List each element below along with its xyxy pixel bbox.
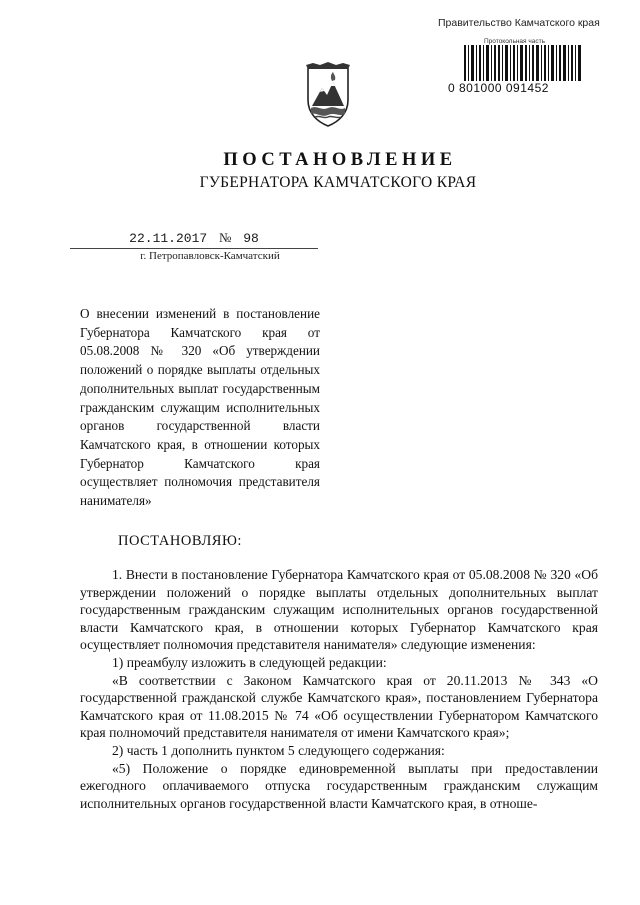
body-paragraph-1: 1. Внести в постановление Губернатора Камчатского края от 05.08.2008 № 320 «Об утверждении положений о порядке выплаты отдельных дополнительных выплат государственным гражданским служащим исполнительных органов государственной власти Камчатского края, в отношении которых Губернатор Камчатского края осуществляет полномочия представителя нанимателя» следующие изменения: (80, 567, 598, 653)
body-paragraph-5: «5) Положение о порядке единовременной выплаты при предоставлении ежегодного оплачиваемого отпуска государственным гражданским служащим исполнительных органов государственной власти Камчатского края, в отноше- (80, 760, 598, 811)
number-sign: № (219, 230, 232, 245)
document-date: 22.11.2017 (129, 231, 208, 246)
kamchatka-coat-of-arms-icon (305, 62, 351, 133)
document-title: ПОСТАНОВЛЕНИЕ (223, 150, 457, 170)
document-subtitle: ГУБЕРНАТОРА КАМЧАТСКОГО КРАЯ (199, 174, 477, 191)
body-paragraph-2: 1) преамбулу изложить в следующей редакции: (112, 654, 387, 670)
body-paragraph-3: «В соответствии с Законом Камчатского края от 20.11.2013 № 343 «О государственной гражданской службе Камчатского края», постановлением Губернатора Камчатского края от 11.08.2015 № 74 «Об осуществлении Губернатором Камчатского края полномочий представителя нанимателя от имени Камчатского края»; (80, 672, 598, 741)
barcode-number: 0 801000 091452 (448, 81, 549, 95)
decree-word: ПОСТАНОВЛЯЮ: (118, 533, 242, 549)
barcode (448, 38, 582, 101)
barcode-caption: Протокольная часть (484, 38, 545, 45)
barcode-bars (464, 45, 582, 81)
date-number-row (70, 230, 318, 249)
document-body (80, 566, 598, 812)
document-number: 98 (243, 231, 259, 246)
issue-place: г. Петропавловск-Камчатский (140, 250, 280, 262)
body-paragraph-4: 2) часть 1 дополнить пунктом 5 следующего содержания: (112, 742, 445, 758)
government-header: Правительство Камчатского края (438, 17, 600, 29)
document-subject: О внесении изменений в постановление Губернатора Камчатского края от 05.08.2008 № 320 «Об утверждении положений о порядке выплаты отдельных дополнительных выплат государственным гражданским служащим исполнительных органов государственной власти Камчатского края, в отношении которых Губернатор Камчатского края осуществляет полномочия представителя нанимателя» (80, 306, 320, 509)
